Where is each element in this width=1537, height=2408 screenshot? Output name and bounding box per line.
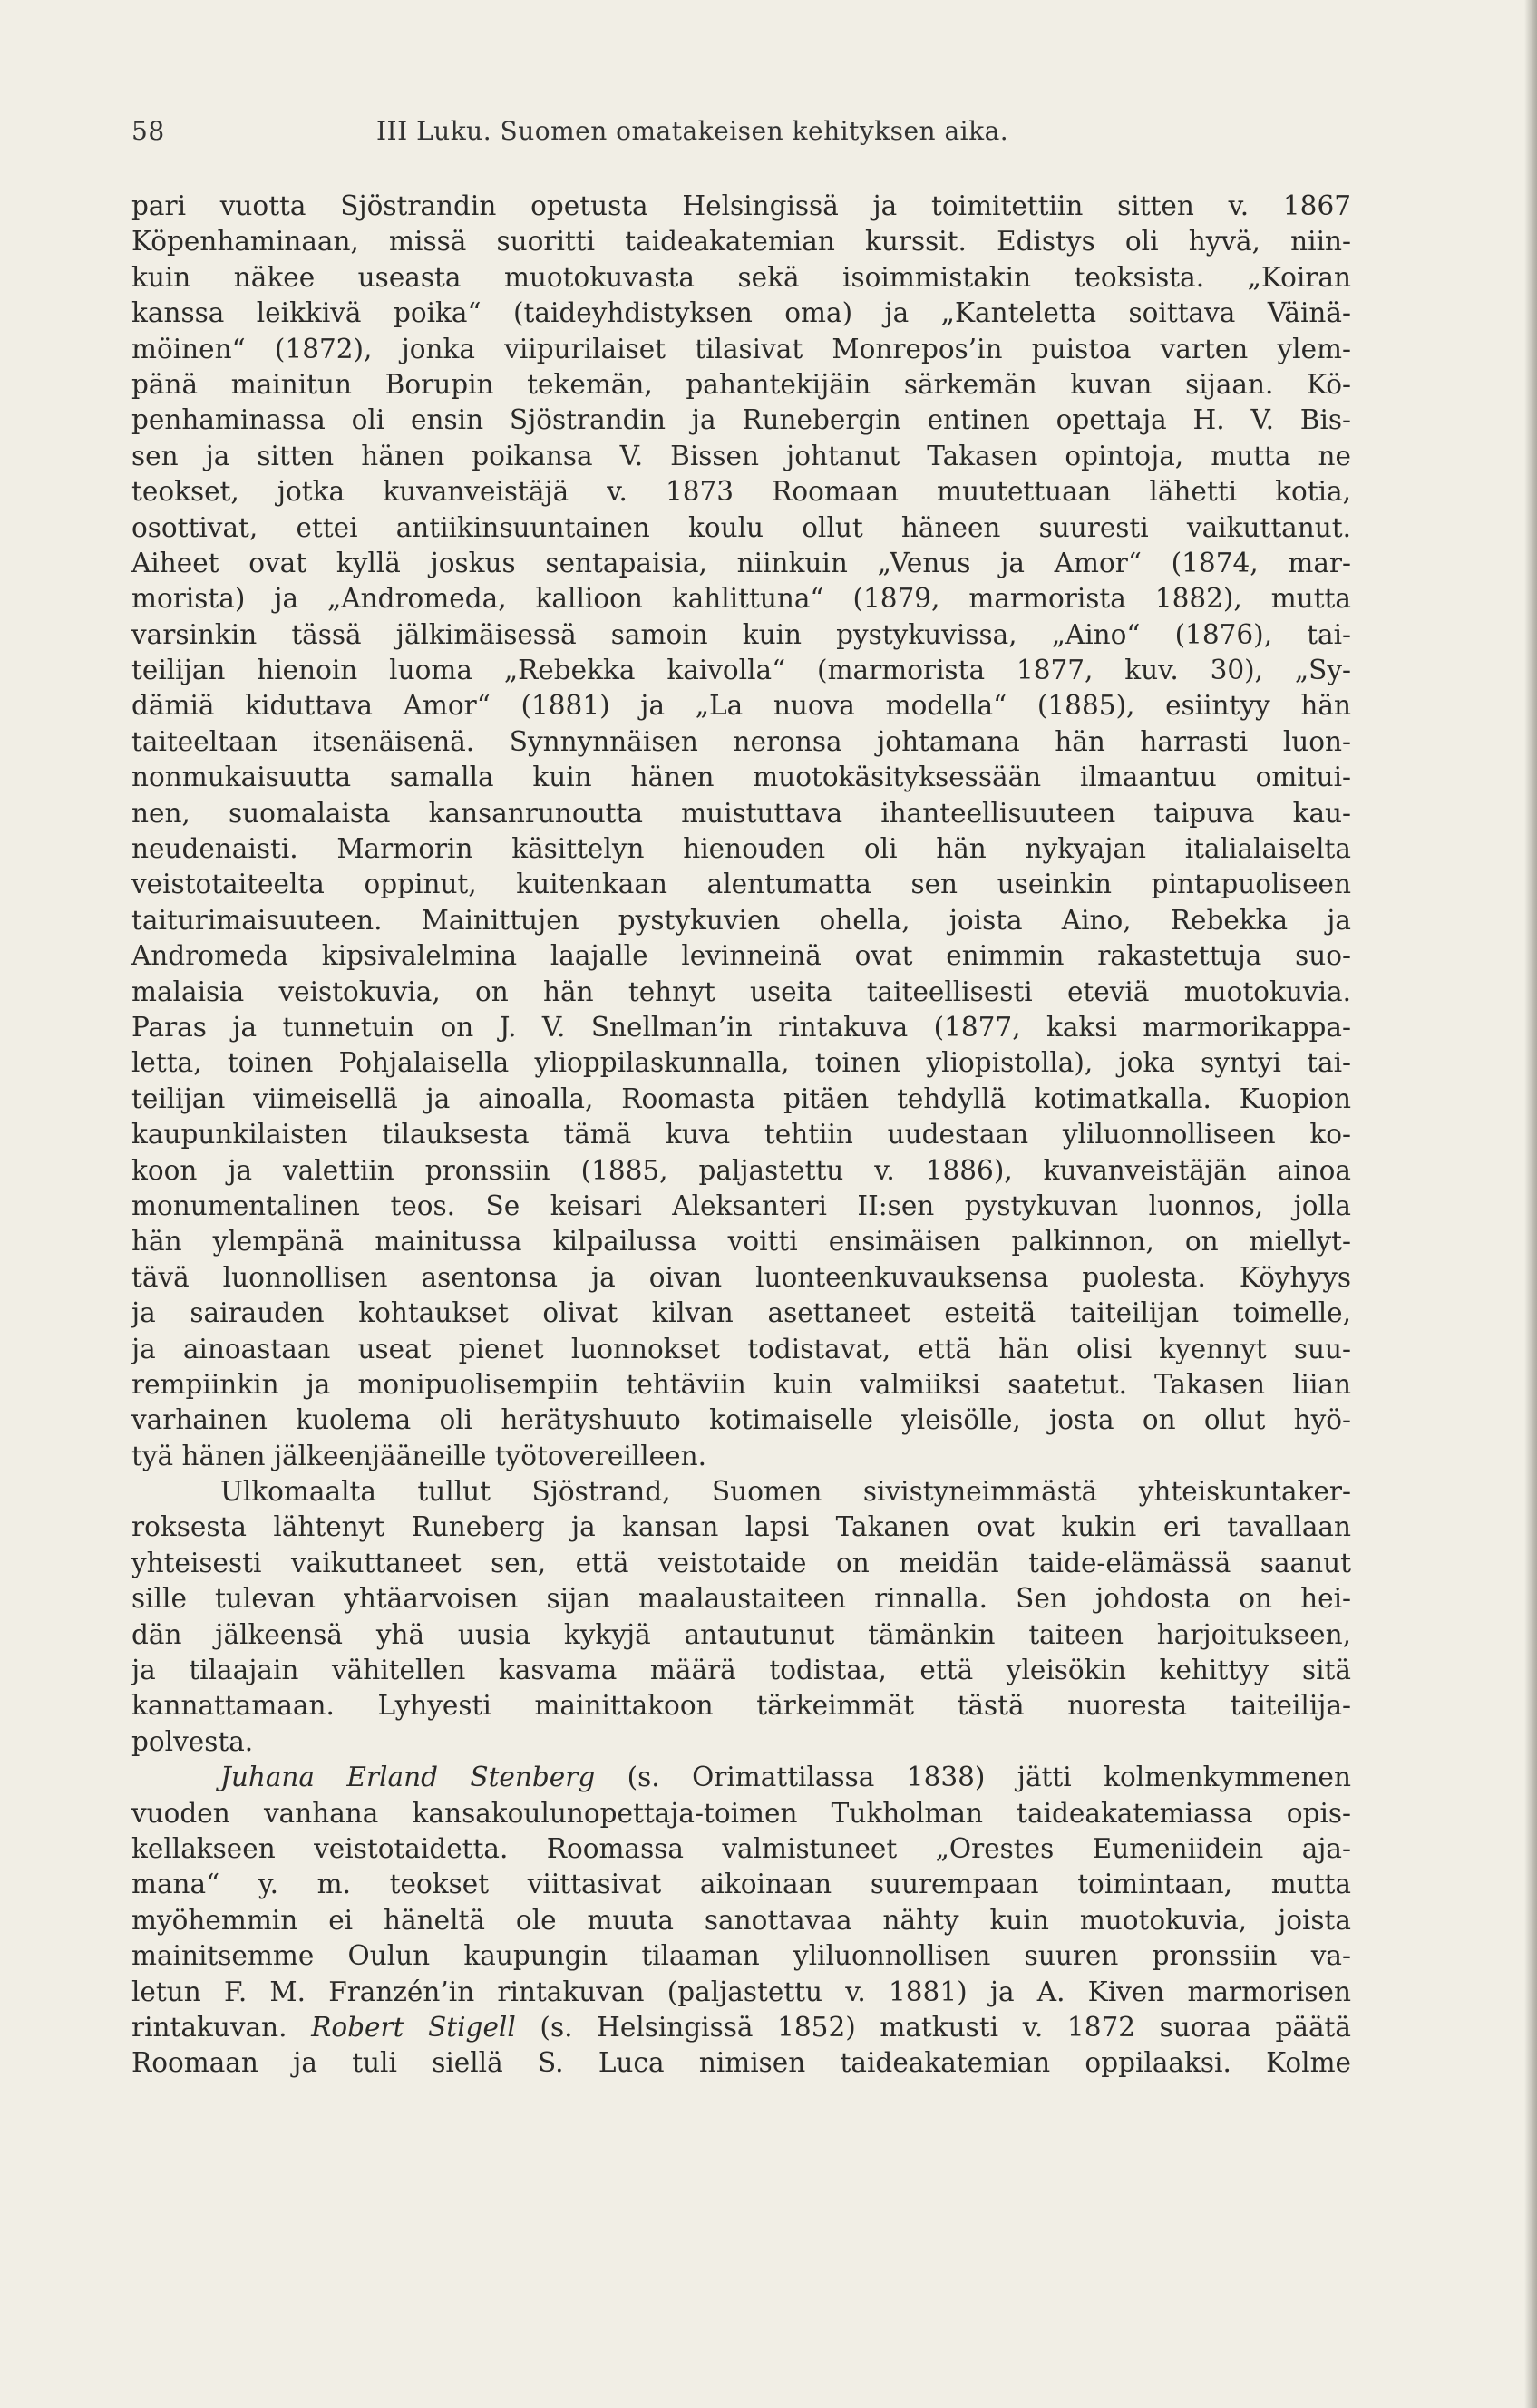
text-line: varhainen kuolema oli herätyshuuto kotimaiselle yleisölle, josta on ollut hyö- bbox=[131, 1404, 1351, 1436]
text-line: penhaminassa oli ensin Sjöstrandin ja Runebergin entinen opettaja H. V. Bis- bbox=[131, 404, 1351, 436]
text-line bbox=[131, 2010, 1351, 2045]
text-line: Andromeda kipsivalelmina laajalle levinneinä ovat enimmin rakastettuja suo- bbox=[131, 940, 1351, 972]
text-line: Paras ja tunnetuin on J. V. Snellman’in rintakuva (1877, kaksi marmorikappa- bbox=[131, 1011, 1351, 1043]
body-text bbox=[131, 189, 1351, 2082]
text-line: vuoden vanhana kansakoulunopettaja-toimen Tukholman taideakatemiassa opis- bbox=[131, 1797, 1351, 1829]
text-line: Roomaan ja tuli siellä S. Luca nimisen taideakatemian oppilaaksi. Kolme bbox=[131, 2047, 1351, 2079]
text-line: varsinkin tässä jälkimäisessä samoin kuin pystykuvissa, „Aino“ (1876), tai- bbox=[131, 618, 1351, 650]
text-line: ja tilaajain vähitellen kasvama määrä todistaa, että yleisökin kehittyy sitä bbox=[131, 1655, 1351, 1686]
text-line: Aiheet ovat kyllä joskus sentapaisia, niinkuin „Venus ja Amor“ (1874, mar- bbox=[131, 547, 1351, 578]
text-line: yhteisesti vaikuttaneet sen, että veistotaide on meidän taide-elämässä saanut bbox=[131, 1547, 1351, 1578]
text-line: mana“ y. m. teokset viittasivat aikoinaan suurempaan toimintaan, mutta bbox=[131, 1869, 1351, 1900]
text-line: nonmukaisuutta samalla kuin hänen muotokäsityksessään ilmaantuu omitui- bbox=[131, 762, 1351, 793]
text-line: ja ainoastaan useat pienet luonnokset todistavat, että hän olisi kyennyt suu- bbox=[131, 1333, 1351, 1364]
line-text: (s. Helsingissä 1852) matkusti v. 1872 suoraa päätä bbox=[515, 2011, 1351, 2043]
text-line: ja sairauden kohtaukset olivat kilvan asettaneet esteitä taiteilijan toimelle, bbox=[131, 1297, 1351, 1329]
text-line: letta, toinen Pohjalaisella ylioppilaskunnalla, toinen yliopistolla), joka syntyi tai- bbox=[131, 1047, 1351, 1079]
text-line: neudenaisti. Marmorin käsittelyn hienouden oli hän nykyajan italialaiselta bbox=[131, 833, 1351, 865]
line-text: rintakuvan. bbox=[131, 2011, 312, 2043]
text-line: pari vuotta Sjöstrandin opetusta Helsingissä ja toimitettiin sitten v. 1867 bbox=[131, 190, 1351, 221]
text-line: nen, suomalaista kansanrunoutta muistuttava ihanteellisuuteen taipuva kau- bbox=[131, 797, 1351, 829]
text-line: hän ylempänä mainitussa kilpailussa voitti ensimäisen palkinnon, on miellyt- bbox=[131, 1226, 1351, 1257]
text-line: polvesta. bbox=[131, 1725, 254, 1757]
text-line: teilijan hienoin luoma „Rebekka kaivolla“ (marmorista 1877, kuv. 30), „Sy- bbox=[131, 655, 1351, 686]
text-line: teilijan viimeisellä ja ainoalla, Roomasta pitäen tehdyllä kotimatkalla. Kuopion bbox=[131, 1083, 1351, 1114]
text-line: kuin näkee useasta muotokuvasta sekä isoimmistakin teoksista. „Koiran bbox=[131, 261, 1351, 293]
text-line: letun F. M. Franzén’in rintakuvan (paljastettu v. 1881) ja A. Kiven marmorisen bbox=[131, 1976, 1351, 2007]
text-line: kaupunkilaisten tilauksesta tämä kuva tehtiin uudestaan yliluonnolliseen ko- bbox=[131, 1119, 1351, 1151]
text-line bbox=[131, 1760, 1351, 1795]
text-line: tyä hänen jälkeenjääneille työtovereilleen. bbox=[131, 1440, 706, 1471]
page-edge-shadow bbox=[1524, 0, 1537, 2408]
text-line: rempiinkin ja monipuolisempiin tehtäviin kuin valmiiksi saatetut. Takasen liian bbox=[131, 1368, 1351, 1400]
text-line: taiturimaisuuteen. Mainittujen pystykuvien ohella, joista Aino, Rebekka ja bbox=[131, 904, 1351, 936]
text-line: roksesta lähtenyt Runeberg ja kansan lapsi Takanen ovat kukin eri tavallaan bbox=[131, 1511, 1351, 1543]
text-line: dän jälkeensä yhä uusia kykyjä antautunut tämänkin taiteen harjoitukseen, bbox=[131, 1618, 1351, 1650]
text-line: mainitsemme Oulun kaupungin tilaaman yliluonnollisen suuren pronssiin va- bbox=[131, 1940, 1351, 1972]
text-line: Köpenhaminaan, missä suoritti taideakatemian kurssit. Edistys oli hyvä, niin- bbox=[131, 226, 1351, 257]
text-line: taiteeltaan itsenäisenä. Synnynnäisen neronsa johtamana hän harrasti luon- bbox=[131, 725, 1351, 757]
text-line: möinen“ (1872), jonka viipurilaiset tilasivat Monrepos’in puistoa varten ylem- bbox=[131, 333, 1351, 364]
text-line: sen ja sitten hänen poikansa V. Bissen johtanut Takasen opintoja, mutta ne bbox=[131, 440, 1351, 471]
text-line: osottivat, ettei antiikinsuuntainen koulu ollut häneen suuresti vaikuttanut. bbox=[131, 511, 1351, 543]
running-head: III Luku. Suomen omatakeisen kehityksen aika. bbox=[376, 116, 1009, 146]
text-line: Ulkomaalta tullut Sjöstrand, Suomen sivistyneimmästä yhteiskuntaker- bbox=[220, 1476, 1351, 1508]
italic-name: Juhana Erland Stenberg bbox=[220, 1762, 596, 1793]
text-line: sille tulevan yhtäarvoisen sijan maalaustaiteen rinnalla. Sen johdosta on hei- bbox=[131, 1583, 1351, 1615]
text-line: teokset, jotka kuvanveistäjä v. 1873 Roomaan muutettuaan lähetti kotia, bbox=[131, 476, 1351, 508]
page-number: 58 bbox=[131, 116, 165, 146]
text-line: malaisia veistokuvia, on hän tehnyt useita taiteellisesti eteviä muotokuvia. bbox=[131, 976, 1351, 1007]
italic-name: Robert Stigell bbox=[311, 2011, 516, 2043]
text-line: tävä luonnollisen asentonsa ja oivan luonteenkuvauksensa puolesta. Köyhyys bbox=[131, 1261, 1351, 1293]
text-line: monumentalinen teos. Se keisari Aleksanteri II:sen pystykuvan luonnos, jolla bbox=[131, 1189, 1351, 1221]
text-line: koon ja valettiin pronssiin (1885, paljastettu v. 1886), kuvanveistäjän ainoa bbox=[131, 1154, 1351, 1186]
text-line: myöhemmin ei häneltä ole muuta sanottavaa nähty kuin muotokuvia, joista bbox=[131, 1904, 1351, 1936]
line-text: (s. Orimattilassa 1838) jätti kolmenkymmenen bbox=[595, 1762, 1351, 1793]
text-line: veistotaiteelta oppinut, kuitenkaan alentumatta sen useinkin pintapuoliseen bbox=[131, 869, 1351, 900]
text-line: kannattamaan. Lyhyesti mainittakoon tärkeimmät tästä nuoresta taiteilija- bbox=[131, 1690, 1351, 1722]
text-line: dämiä kiduttava Amor“ (1881) ja „La nuova modella“ (1885), esiintyy hän bbox=[131, 690, 1351, 722]
text-line: morista) ja „Andromeda, kallioon kahlittuna“ (1879, marmorista 1882), mutta bbox=[131, 583, 1351, 615]
text-line: kanssa leikkivä poika“ (taideyhdistyksen oma) ja „Kanteletta soittava Väinä- bbox=[131, 297, 1351, 329]
page-header bbox=[131, 116, 1356, 152]
text-line: pänä mainitun Borupin tekemän, pahantekijäin särkemän kuvan sijaan. Kö- bbox=[131, 368, 1351, 400]
text-line: kellakseen veistotaidetta. Roomassa valmistuneet „Orestes Eumeniidein aja- bbox=[131, 1832, 1351, 1864]
